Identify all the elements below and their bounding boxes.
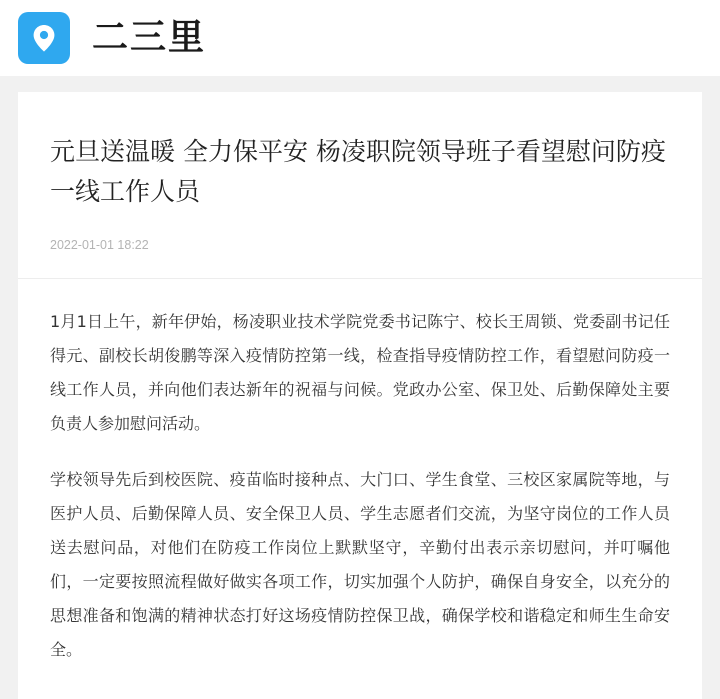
site-name: 二三里	[92, 17, 207, 58]
article-timestamp: 2022-01-01 18:22	[50, 238, 149, 252]
article-title-block	[18, 92, 702, 279]
article-paragraph: 学校领导先后到校医院、疫苗临时接种点、大门口、学生食堂、三校区家属院等地，与医护人员、后勤保障人员、安全保卫人员、学生志愿者们交流，为坚守岗位的工作人员送去慰问品，对他们在防疫工作岗位上默默坚守，辛勤付出表示亲切慰问，并叮嘱他们，一定要按照流程做好做实各项工作，切实加强个人防护，确保自身安全，以充分的思想准备和饱满的精神状态打好这场疫情防控保卫战，确保学校和谐稳定和师生生命安全。	[50, 470, 670, 659]
site-header	[0, 0, 720, 76]
page-title: 元旦送温暖 全力保平安 杨凌职院领导班子看望慰问防疫一线工作人员	[50, 137, 666, 206]
article-paragraph: 1月1日上午，新年伊始，杨凌职业技术学院党委书记陈宁、校长王周锁、党委副书记任得元、副校长胡俊鹏等深入疫情防控第一线，检查指导疫情防控工作，看望慰问防疫一线工作人员，并向他们表达新年的祝福与问候。党政办公室、保卫处、后勤保障处主要负责人参加慰问活动。	[50, 312, 670, 433]
article-body	[18, 279, 702, 667]
article-card	[18, 92, 702, 699]
article-wrapper	[0, 76, 720, 699]
location-pin-icon[interactable]	[18, 12, 70, 64]
